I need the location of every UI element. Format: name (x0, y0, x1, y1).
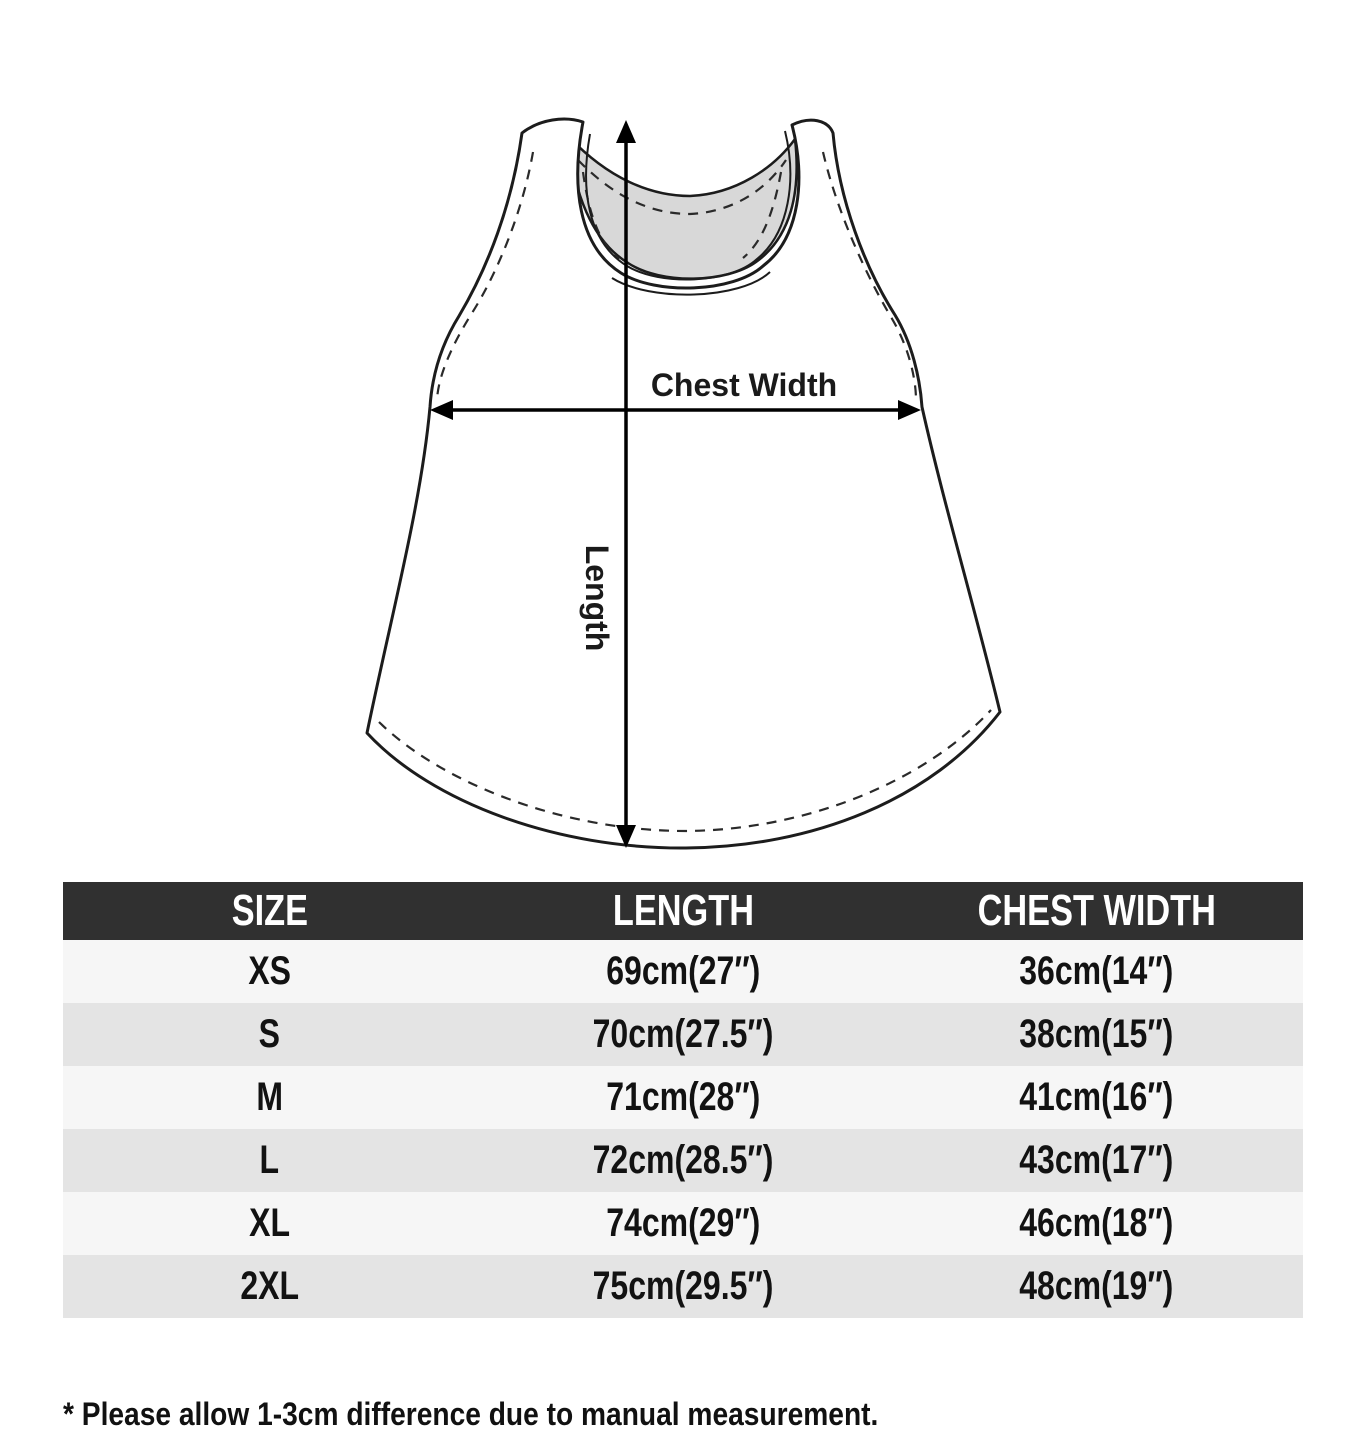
chest-width-cell: 48cm(19″) (1019, 1264, 1174, 1308)
length-cell: 70cm(27.5″) (592, 1012, 774, 1056)
size-cell: L (259, 1138, 280, 1182)
header-cell-size: SIZE (231, 886, 308, 935)
header-cell-length: LENGTH (612, 886, 754, 935)
size-cell: 2XL (240, 1264, 300, 1308)
length-cell: 71cm(28″) (605, 1075, 761, 1119)
length-label: Length (579, 544, 615, 652)
chest-width-cell: 38cm(15″) (1019, 1012, 1174, 1056)
size-cell: XS (248, 949, 292, 993)
chest-width-cell: 46cm(18″) (1019, 1201, 1174, 1245)
length-cell: 75cm(29.5″) (592, 1264, 774, 1308)
size-cell: M (256, 1075, 283, 1119)
size-table (63, 882, 1303, 1318)
table-row-2xl (63, 1255, 1303, 1318)
measurement-disclaimer: * Please allow 1-3cm difference due to manual measurement. (63, 1396, 879, 1432)
length-cell: 69cm(27″) (605, 949, 761, 993)
size-cell: S (258, 1012, 281, 1056)
size-cell: XL (249, 1201, 291, 1245)
table-row-l (63, 1129, 1303, 1192)
chest-width-label: Chest Width (650, 367, 838, 403)
table-row-m (63, 1066, 1303, 1129)
header-cell-chest-width: CHEST WIDTH (977, 886, 1216, 935)
chest-width-cell: 36cm(14″) (1019, 949, 1174, 993)
length-cell: 74cm(29″) (605, 1201, 761, 1245)
table-row-xs (63, 940, 1303, 1003)
length-cell: 72cm(28.5″) (592, 1138, 774, 1182)
chest-width-cell: 41cm(16″) (1019, 1075, 1174, 1119)
table-row-xl (63, 1192, 1303, 1255)
table-row-s (63, 1003, 1303, 1066)
size-table-header-row (63, 882, 1303, 940)
chest-width-cell: 43cm(17″) (1019, 1138, 1174, 1182)
